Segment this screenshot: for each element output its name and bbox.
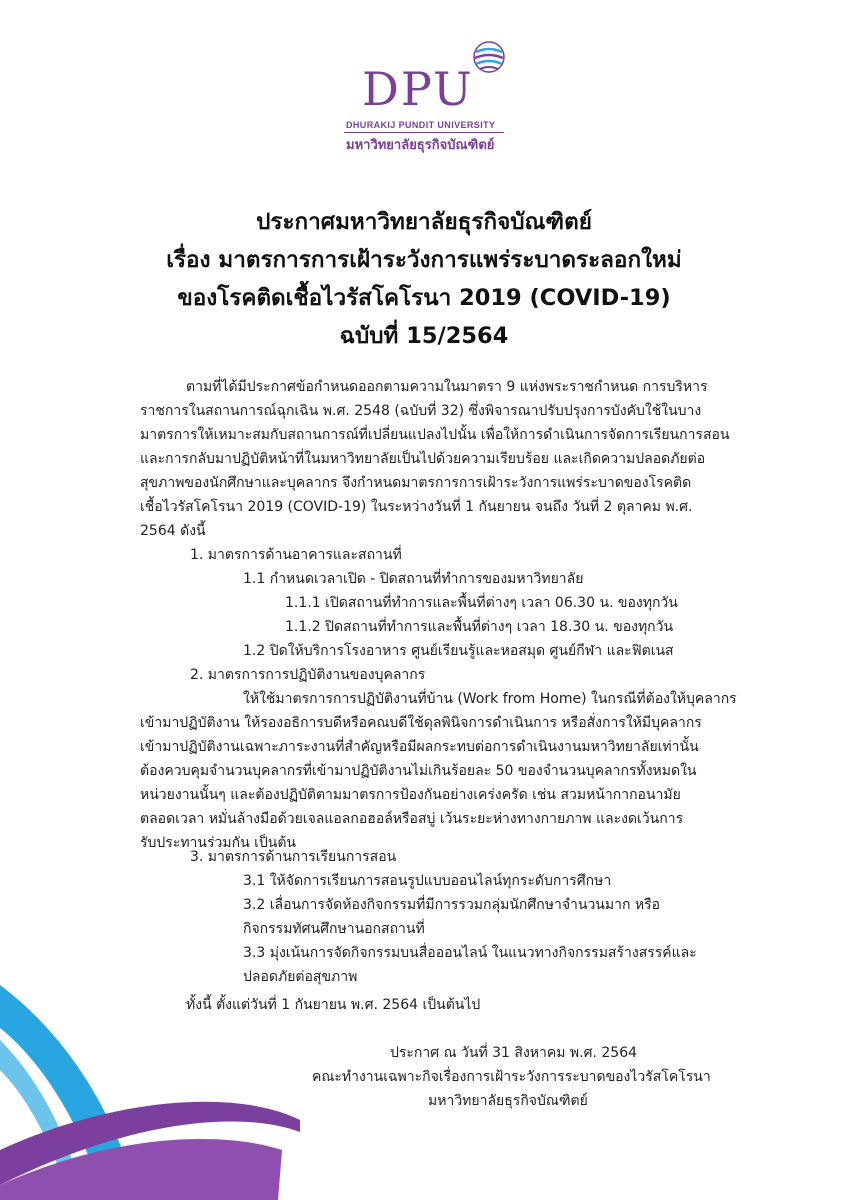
effective-date: ทั้งนี้ ตั้งแต่วันที่ 1 กันยายน พ.ศ. 2564 เป็นต้นไป bbox=[186, 997, 481, 1013]
dpu-logo bbox=[340, 40, 520, 153]
intro-line: สุขภาพของนักศึกษาและบุคลากร จึงกำหนดมาตรการการเฝ้าระวังการแพร่ระบาดของโรคติด bbox=[140, 475, 692, 491]
item-1-1: 1.1 กำหนดเวลาเปิด - ปิดสถานที่ทำการของมหาวิทยาลัย bbox=[243, 571, 584, 587]
announcement-date: ประกาศ ณ วันที่ 31 สิงหาคม พ.ศ. 2564 bbox=[390, 1045, 638, 1061]
title-line-2: เรื่อง มาตรการการเฝ้าระวังการแพร่ระบาดระลอกใหม่ bbox=[166, 247, 682, 273]
logo-english-name: DHURAKIJ PUNDIT UNIVERSITY bbox=[346, 120, 496, 130]
globe-icon bbox=[472, 40, 506, 74]
section-1-heading: 1. มาตรการด้านอาคารและสถานที่ bbox=[190, 547, 402, 563]
item-3-3-cont: ปลอดภัยต่อสุขภาพ bbox=[243, 969, 358, 985]
item-3-2-cont: กิจกรรมทัศนศึกษานอกสถานที่ bbox=[243, 921, 425, 937]
intro-line: 2564 ดังนี้ bbox=[140, 523, 206, 539]
intro-line: มาตรการให้เหมาะสมกับสถานการณ์ที่เปลี่ยนแปลงไปนั้น เพื่อให้การดำเนินการจัดการเรียนการสอน bbox=[140, 427, 730, 443]
logo-thai-name: มหาวิทยาลัยธุรกิจบัณฑิตย์ bbox=[346, 138, 495, 153]
item-3-1: 3.1 ให้จัดการเรียนการสอนรูปแบบออนไลน์ทุกระดับการศึกษา bbox=[243, 873, 612, 889]
title-line-4: ฉบับที่ 15/2564 bbox=[339, 323, 509, 349]
title-line-3: ของโรคติดเชื้อไวรัสโคโรนา 2019 (COVID-19) bbox=[177, 285, 671, 311]
section-3-heading: 3. มาตรการด้านการเรียนการสอน bbox=[190, 849, 397, 865]
section-2-line: ต้องควบคุมจำนวนบุคลากรที่เข้ามาปฏิบัติงานไม่เกินร้อยละ 50 ของจำนวนบุคลากรทั้งหมดใน bbox=[140, 763, 697, 779]
section-2-line: เข้ามาปฏิบัติงาน ให้รองอธิการบดีหรือคณบดีใช้ดุลพินิจการดำเนินการ หรือสั่งการให้มีบุคลากร bbox=[140, 715, 702, 731]
item-3-3: 3.3 มุ่งเน้นการจัดกิจกรรมบนสื่อออนไลน์ ในแนวทางกิจกรรมสร้างสรรค์และ bbox=[243, 945, 697, 961]
item-1-2: 1.2 ปิดให้บริการโรงอาหาร ศูนย์เรียนรู้และหอสมุด ศูนย์กีฬา และฟิตเนส bbox=[243, 643, 674, 659]
section-2-line: รับประทานร่วมกัน เป็นต้น bbox=[140, 835, 297, 851]
section-2-line: ให้ใช้มาตรการการปฏิบัติงานที่บ้าน (Work from Home) ในกรณีที่ต้องให้บุคลากร bbox=[243, 691, 737, 707]
title-line-1: ประกาศมหาวิทยาลัยธุรกิจบัณฑิตย์ bbox=[256, 209, 592, 235]
section-2-line: ตลอดเวลา หมั่นล้างมือด้วยเจลแอลกอฮอล์หรือสบู่ เว้นระยะห่างทางกายภาพ และงดเว้นการ bbox=[140, 811, 684, 827]
logo-divider bbox=[344, 132, 504, 133]
section-2-heading: 2. มาตรการการปฏิบัติงานของบุคลากร bbox=[190, 667, 426, 683]
intro-line: ตามที่ได้มีประกาศข้อกำหนดออกตามความในมาตรา 9 แห่งพระราชกำหนด การบริหาร bbox=[186, 379, 708, 395]
intro-line: และการกลับมาปฏิบัติหน้าที่ในมหาวิทยาลัยเป็นไปด้วยความเรียบร้อย และเกิดความปลอดภัยต่อ bbox=[140, 451, 706, 467]
section-2-line: หน่วยงานนั้นๆ และต้องปฏิบัติตามมาตรการป้องกันอย่างเคร่งครัด เช่น สวมหน้ากากอนามัย bbox=[140, 787, 681, 803]
announcement-title bbox=[0, 203, 848, 355]
committee-name: คณะทำงานเฉพาะกิจเรื่องการเฝ้าระวังการระบาดของไวรัสโคโรนา bbox=[312, 1069, 711, 1085]
item-1-1-1: 1.1.1 เปิดสถานที่ทำการและพื้นที่ต่างๆ เวลา 06.30 น. ของทุกวัน bbox=[285, 595, 678, 611]
university-name: มหาวิทยาลัยธุรกิจบัณฑิตย์ bbox=[428, 1093, 588, 1109]
item-1-1-2: 1.1.2 ปิดสถานที่ทำการและพื้นที่ต่างๆ เวลา 18.30 น. ของทุกวัน bbox=[285, 619, 674, 635]
intro-line: ราชการในสถานการณ์ฉุกเฉิน พ.ศ. 2548 (ฉบับที่ 32) ซึ่งพิจารณาปรับปรุงการบังคับใช้ในบาง bbox=[140, 403, 702, 419]
intro-line: เชื้อไวรัสโคโรนา 2019 (COVID-19) ในระหว่างวันที่ 1 กันยายน จนถึง วันที่ 2 ตุลาคม พ.ศ. bbox=[140, 499, 693, 515]
item-3-2: 3.2 เลื่อนการจัดห้องกิจกรรมที่มีการรวมกลุ่มนักศึกษาจำนวนมาก หรือ bbox=[243, 897, 661, 913]
section-2-line: เข้ามาปฏิบัติงานเฉพาะภาระงานที่สำคัญหรือมีผลกระทบต่อการดำเนินงานมหาวิทยาลัยเท่านั้น bbox=[140, 739, 699, 755]
logo-letters: DPU bbox=[362, 62, 474, 116]
